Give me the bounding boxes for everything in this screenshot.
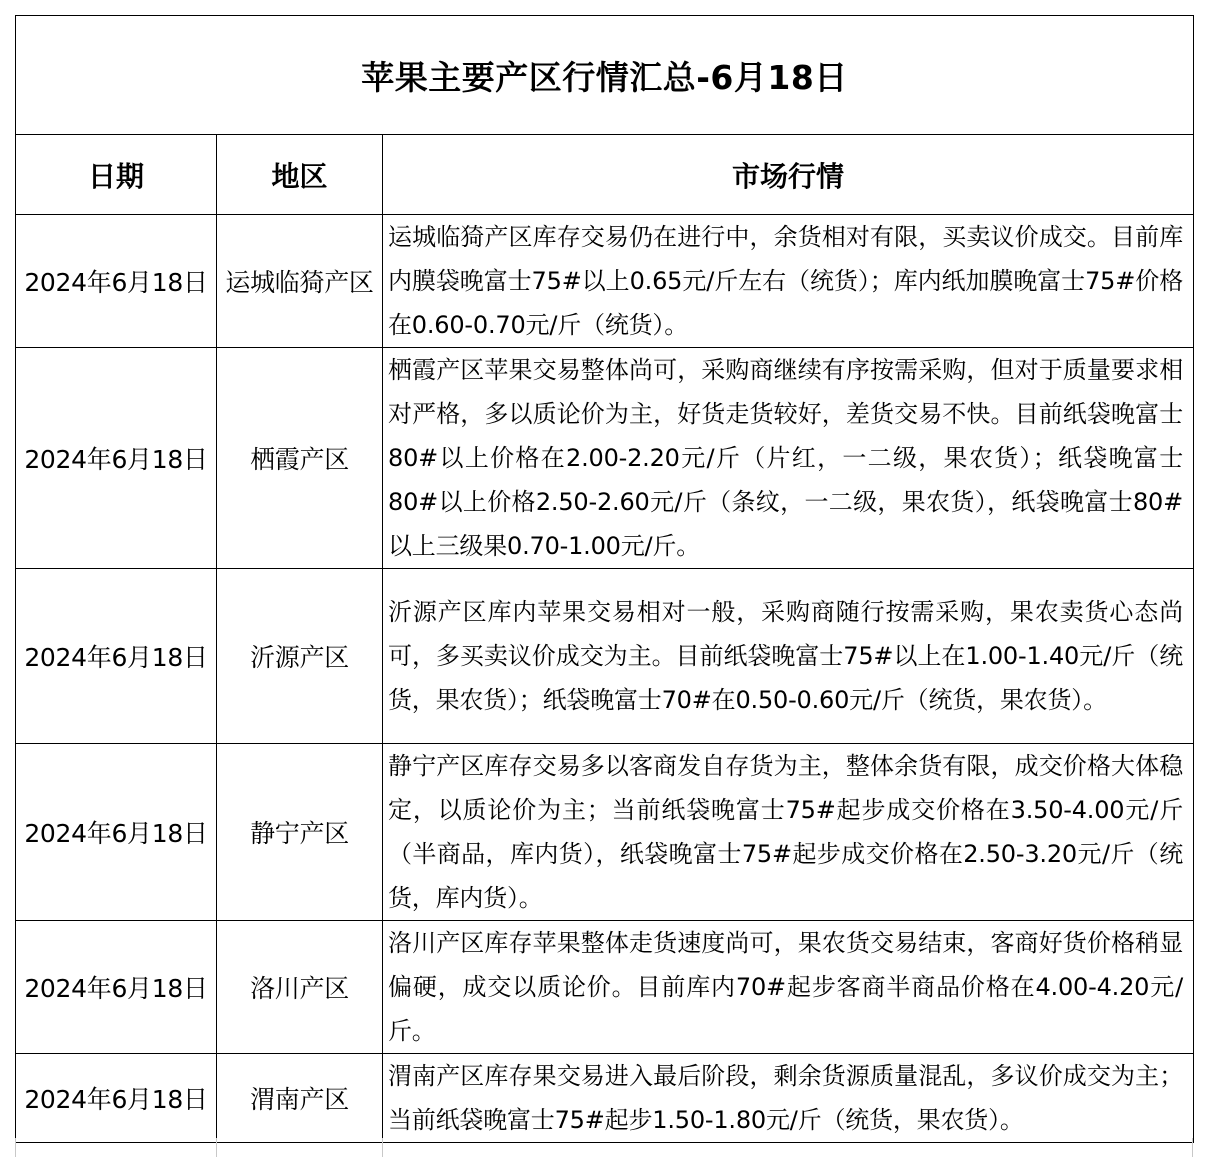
table-row [16, 348, 1194, 569]
market-cell: 栖霞产区苹果交易整体尚可，采购商继续有序按需采购，但对于质量要求相对严格，多以质论价为主，好货走货较好，差货交易不快。目前纸袋晚富士80#以上价格在2.00-2.20元/斤（片红，一二级，果农货）；纸袋晚富士80#以上价格2.50-2.60元/斤（条纹，一二级，果农货），纸袋晚富士80#以上三级果0.70-1.00元/斤。 [383, 348, 1194, 569]
region-cell: 栖霞产区 [217, 348, 383, 569]
table-row [16, 921, 1194, 1054]
header-market: 市场行情 [383, 135, 1194, 215]
header-region: 地区 [217, 135, 383, 215]
table-title: 苹果主要产区行情汇总-6月18日 [16, 16, 1194, 135]
table-row [16, 215, 1194, 348]
header-date: 日期 [16, 135, 217, 215]
region-cell: 沂源产区 [217, 569, 383, 744]
market-cell: 运城临猗产区库存交易仍在进行中，余货相对有限，买卖议价成交。目前库内膜袋晚富士75#以上0.65元/斤左右（统货）；库内纸加膜晚富士75#价格在0.60-0.70元/斤（统货）。 [383, 215, 1194, 348]
region-cell: 运城临猗产区 [217, 215, 383, 348]
date-cell: 2024年6月18日 [16, 1054, 217, 1143]
market-cell: 洛川产区库存苹果整体走货速度尚可，果农货交易结束，客商好货价格稍显偏硬，成交以质论价。目前库内70#起步客商半商品价格在4.00-4.20元/斤。 [383, 921, 1194, 1054]
header-row [16, 135, 1194, 215]
table-row [16, 1054, 1194, 1143]
date-cell: 2024年6月18日 [16, 569, 217, 744]
table-row [16, 569, 1194, 744]
date-cell: 2024年6月18日 [16, 215, 217, 348]
table-row [16, 744, 1194, 921]
region-cell: 洛川产区 [217, 921, 383, 1054]
market-cell: 沂源产区库内苹果交易相对一般，采购商随行按需采购，果农卖货心态尚可，多买卖议价成交为主。目前纸袋晚富士75#以上在1.00-1.40元/斤（统货，果农货）；纸袋晚富士70#在0.50-0.60元/斤（统货，果农货）。 [383, 569, 1194, 744]
date-cell: 2024年6月18日 [16, 348, 217, 569]
gridline-stub [15, 1138, 16, 1157]
market-cell: 渭南产区库存果交易进入最后阶段，剩余货源质量混乱，多议价成交为主；当前纸袋晚富士75#起步1.50-1.80元/斤（统货，果农货）。 [383, 1054, 1194, 1143]
market-cell: 静宁产区库存交易多以客商发自存货为主，整体余货有限，成交价格大体稳定，以质论价为主；当前纸袋晚富士75#起步成交价格在3.50-4.00元/斤（半商品，库内货），纸袋晚富士75#起步成交价格在2.50-3.20元/斤（统货，库内货）。 [383, 744, 1194, 921]
market-summary-table [15, 15, 1194, 1143]
date-cell: 2024年6月18日 [16, 744, 217, 921]
title-row [16, 16, 1194, 135]
region-cell: 静宁产区 [217, 744, 383, 921]
gridline-stub [1192, 1138, 1193, 1157]
gridline-stub [216, 1138, 217, 1157]
region-cell: 渭南产区 [217, 1054, 383, 1143]
date-cell: 2024年6月18日 [16, 921, 217, 1054]
gridline-stub [382, 1138, 383, 1157]
